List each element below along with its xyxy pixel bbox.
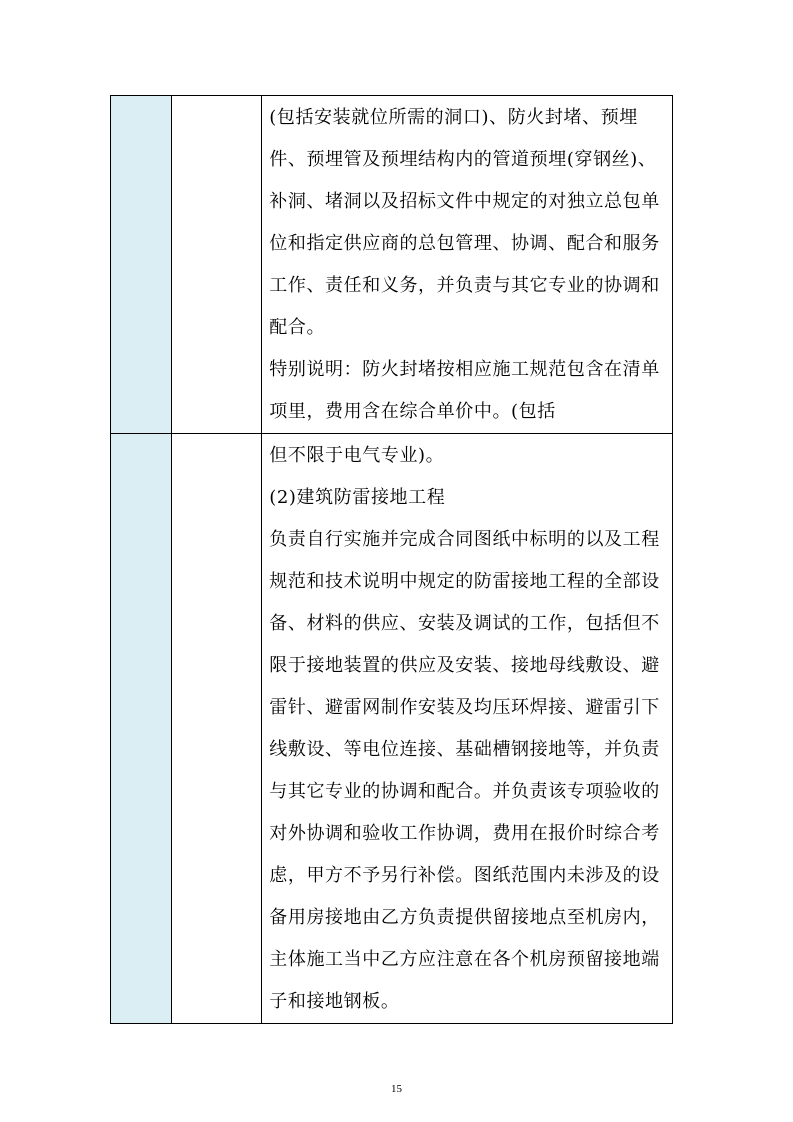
text-line: 限于接地装置的供应及安装、接地母线敷设、避 (269, 655, 660, 676)
table-row (111, 96, 673, 434)
text-line: 备、材料的供应、安装及调试的工作，包括但不 (269, 613, 660, 634)
item-cell (172, 434, 262, 1024)
text-line: 备用房接地由乙方负责提供留接地点至机房内， (269, 907, 660, 928)
text-line: 雷针、避雷网制作安装及均压环焊接、避雷引下 (269, 697, 660, 718)
text-line: 对外协调和验收工作协调，费用在报价时综合考 (269, 823, 660, 844)
description-text (262, 434, 672, 1023)
text-line: 项里，费用含在综合单价中。(包括 (269, 401, 556, 422)
text-line: 规范和技术说明中规定的防雷接地工程的全部设 (269, 571, 660, 592)
text-line: 件、预埋管及预埋结构内的管道预埋(穿钢丝)、 (269, 149, 657, 170)
text-line: 补洞、堵洞以及招标文件中规定的对独立总包单 (269, 191, 660, 212)
text-line: 但不限于电气专业)。 (269, 445, 445, 466)
row-header-cell (111, 434, 172, 1024)
text-line: 主体施工当中乙方应注意在各个机房预留接地端 (269, 949, 660, 970)
row-header-cell (111, 96, 172, 434)
text-line: 线敷设、等电位连接、基础槽钢接地等，并负责 (269, 739, 660, 760)
text-line: 子和接地钢板。 (269, 991, 400, 1012)
text-line: 配合。 (269, 317, 326, 338)
text-line: 工作、责任和义务，并负责与其它专业的协调和 (269, 275, 660, 296)
page-number: 15 (391, 1083, 402, 1095)
text-line: 负责自行实施并完成合同图纸中标明的以及工程 (269, 529, 660, 550)
table-row (111, 434, 673, 1024)
text-line: 特别说明：防火封堵按相应施工规范包含在清单 (269, 359, 660, 380)
section-heading: (2)建筑防雷接地工程 (269, 487, 446, 508)
text-line: 位和指定供应商的总包管理、协调、配合和服务 (269, 233, 660, 254)
text-line: 与其它专业的协调和配合。并负责该专项验收的 (269, 781, 660, 802)
text-line: (包括安装就位所需的洞口)、防火封堵、预埋 (269, 107, 638, 128)
scope-table (110, 95, 673, 1024)
text-line: 虑，甲方不予另行补偿。图纸范围内未涉及的设 (269, 865, 660, 886)
description-text (262, 96, 672, 433)
description-cell (262, 434, 673, 1024)
item-cell (172, 96, 262, 434)
description-cell (262, 96, 673, 434)
